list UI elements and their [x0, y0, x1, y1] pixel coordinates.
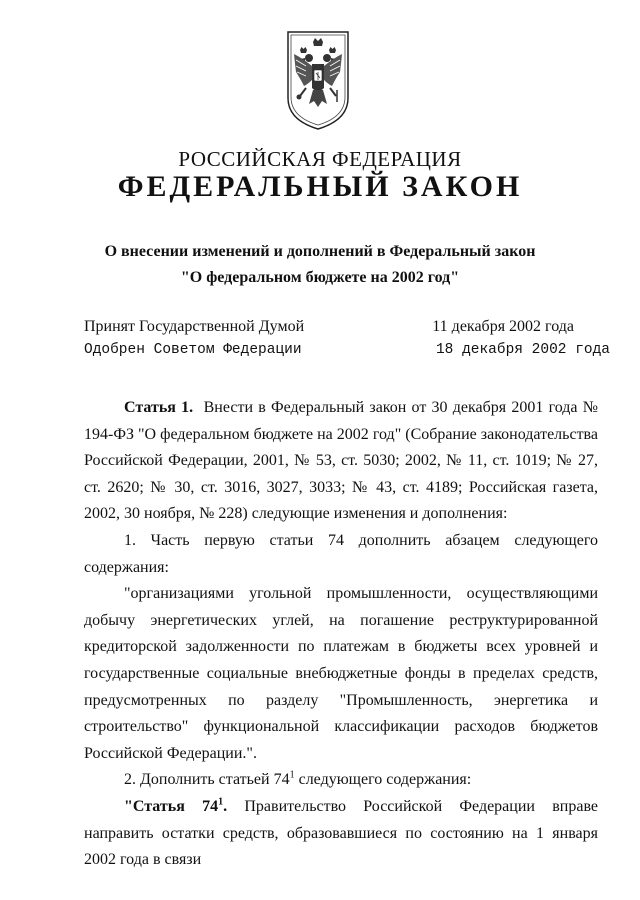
article-1-label: Статья 1.: [124, 399, 194, 416]
council-date: 18 декабря 2002 года: [435, 342, 610, 358]
state-emblem-icon: [282, 28, 354, 132]
law-title: [0, 239, 640, 291]
article-74-1-label-end: .: [223, 797, 228, 815]
article-1-paragraph: [84, 395, 598, 528]
item-2-sup: 1: [289, 769, 295, 781]
item-2-text: 2. Дополнить статьей 74: [124, 771, 290, 789]
article-74-1-text: Правительство Российской Федерации вправе направить остатки средств, образовавшиеся по состоянию на 1 января 2002 года в связи: [84, 797, 599, 869]
article-74-1-sup: 1: [218, 796, 224, 808]
article-74-1-label-text: "Статья 74: [124, 797, 219, 815]
country-name: РОССИЙСКАЯ ФЕДЕРАЦИЯ: [178, 147, 462, 171]
duma-label: Принят Государственной Думой: [84, 318, 305, 335]
article-1-quote: "организациями угольной промышленности, осуществляющими добычу энергетических углей, на погашение реструктурированной кредиторской задолженности по платежам в бюджеты всех уровней и государственные социальные внебюджетные фонды в пределах средств, предусмотренных по разделу "Промышленность, энергетика и строительство" функциональной классификации расходов бюджетов Российской Федерации.".: [84, 585, 598, 762]
item-2-tail: следующего содержания:: [294, 771, 472, 789]
article-1-text: Внести в Федеральный закон от 30 декабря 2001 года № 194-ФЗ "О федеральном бюджете на 2002 год" (Собрание законодательства Российской Федерации, 2001, № 53, ст. 5030; 2002, № 11, ст. 1019; № 27, ст. 2620; № 30, ст. 3016, 3027, 3033; № 43, ст. 4189; Российская газета, 2002, 30 ноября, № 228) следующие изменения и дополнения:: [84, 399, 598, 523]
law-body: [84, 395, 598, 874]
article-74-1-label: [124, 798, 227, 815]
adoption-duma-row: [84, 318, 604, 340]
council-label: Одобрен Советом Федерации: [84, 342, 302, 358]
article-1-item-1: 1. Часть первую статьи 74 дополнить абзацем следующего содержания:: [84, 531, 598, 576]
duma-date: 11 декабря 2002 года: [432, 318, 574, 335]
law-title-line2: "О федеральном бюджете на 2002 год": [180, 269, 460, 286]
article-1-item-2: [84, 767, 598, 794]
document-type: ФЕДЕРАЛЬНЫЙ ЗАКОН: [117, 170, 523, 203]
article-74-1-paragraph: [84, 794, 598, 874]
adoption-council-row: [84, 342, 610, 364]
law-title-line1: О внесении изменений и дополнений в Федеральный закон: [104, 243, 536, 260]
